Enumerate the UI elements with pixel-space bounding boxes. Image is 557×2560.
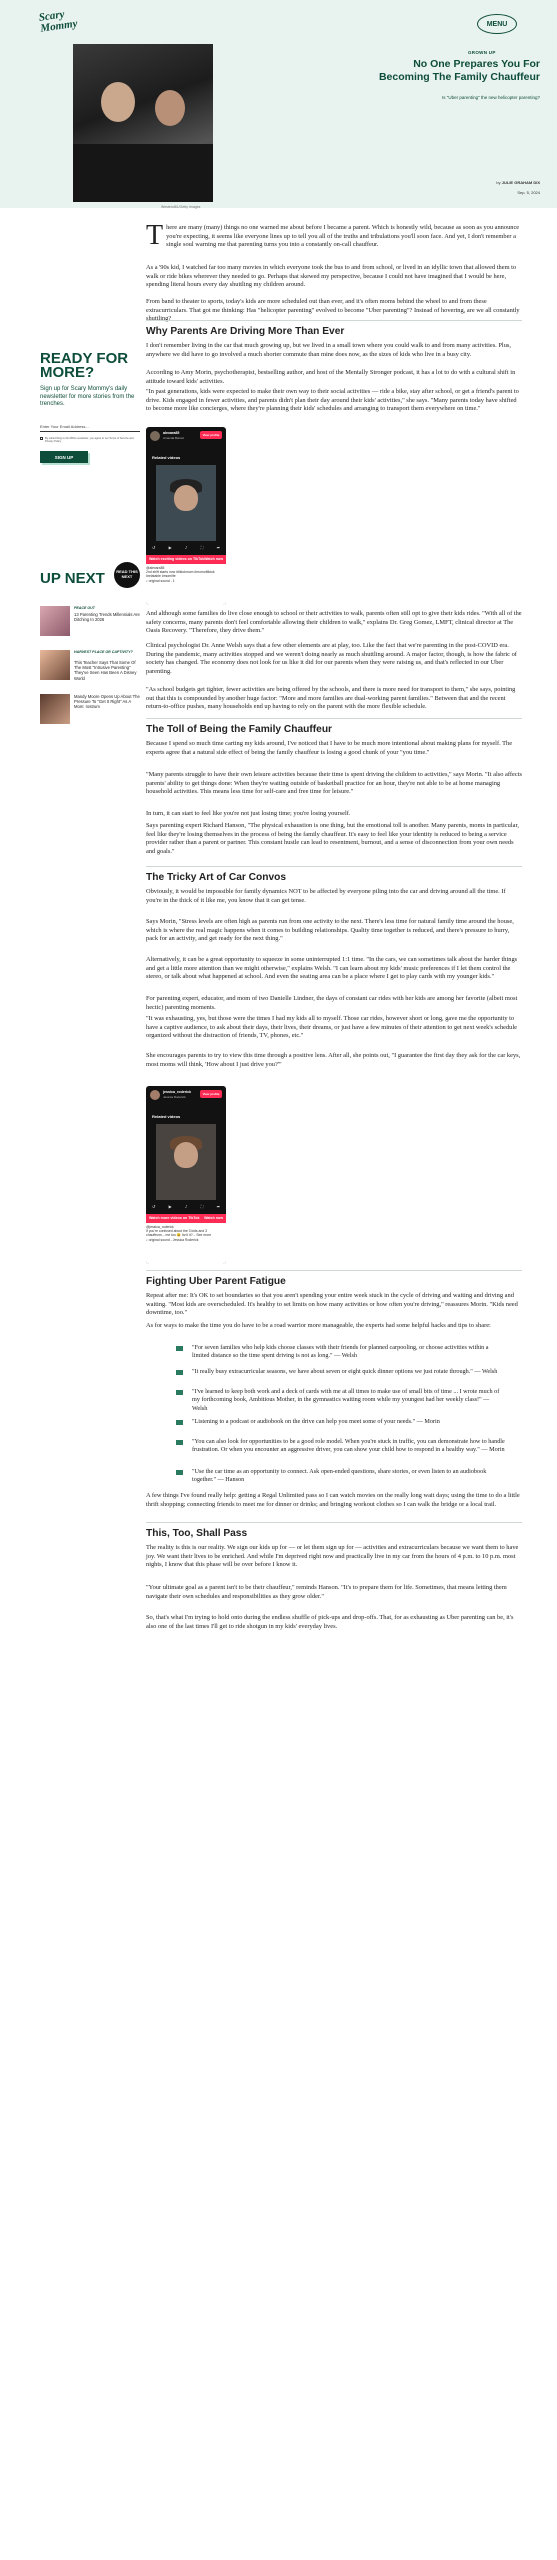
list-item: "Listening to a podcast or audiobook on the drive can help you meet some of your needs." — Morin: [176, 1418, 506, 1426]
section-heading: Fighting Uber Parent Fatigue: [146, 1276, 286, 1287]
caption-sound[interactable]: ♪ original sound - 1: [146, 578, 175, 583]
article-paragraph: Repeat after me: It's OK to set boundaries so that you aren't spending your entire week stuck in the cycle of driving and waiting and driving and waiting. "Most kids are overscheduled. It's healthy to set limits on how many activities or how often you're driving," reassures Morin. "Kids need downtime, too.": [146, 1292, 518, 1317]
caption-user[interactable]: @jessica_roderick: [146, 1225, 174, 1229]
video-player[interactable]: [156, 465, 216, 541]
list-item: "Use the car time as an opportunity to connect. Ask open-ended questions, share stories, or even listen to an audiobook together." — Hanson: [176, 1468, 506, 1485]
player-controls[interactable]: [152, 545, 220, 550]
list-item: "I've learned to keep both work and a deck of cards with me at all times to make use of small bits of time ... I wrote much of my forthcoming book, Ambitious Mother, in the gymnastics waiting room while my youngest had her weekly class!" — Welsh: [176, 1388, 506, 1413]
divider: [146, 718, 522, 719]
article-paragraph: Obviously, it would be impossible for family dynamics NOT to be affected by everyone piling into the car and driving around all the time. If you're in the thick of it like me, you know that it can get tense.: [146, 888, 506, 904]
embed-display-name: Amanda Barrett: [163, 436, 185, 440]
embed-caption: [146, 1223, 226, 1264]
caption-sound[interactable]: ♪ original sound - Jessica Roderick: [146, 1237, 199, 1242]
share-icon[interactable]: ➦: [216, 1204, 220, 1209]
avatar[interactable]: [150, 1090, 160, 1100]
related-videos-label: Related videos: [152, 1114, 181, 1119]
byline: [420, 180, 540, 185]
list-item: "For seven families who help kids choose classes with their friends for planned carpooling, or choose activities within a limited distance so the time spent driving is not as long." — Welsh: [176, 1344, 506, 1361]
terms-checkbox[interactable]: [40, 437, 43, 440]
section-heading: This, Too, Shall Pass: [146, 1528, 248, 1539]
author-link[interactable]: JULIE GRAHAM DIX: [501, 180, 540, 185]
article-hero: [0, 0, 557, 208]
share-icon[interactable]: ➦: [216, 545, 220, 550]
article-paragraph: Clinical psychologist Dr. Anne Welsh says that a few other elements are at play, too. Like the fact that we're parenting in the post-COVID era. During the pandemic, many activities stopped and we weren't doing nearly as much shuttling around. A major factor, though, is how the fabric of society has changed. The economy does not look for us like it did for our parents when they were raising us, and that's reflected in our Uber parenting.: [146, 642, 517, 675]
embed-header: [146, 1086, 226, 1106]
video-player[interactable]: [156, 1124, 216, 1200]
site-logo[interactable]: Scary Mommy: [38, 8, 79, 35]
article-paragraph: "Your ultimate goal as a parent isn't to be their chauffeur," reminds Hanson. "It's to prepare them for life. Sometimes, that means letting them navigate their own schedules and responsibilities as they grow older.": [146, 1584, 507, 1600]
embed-display-name: Jessica Roderick: [163, 1095, 186, 1099]
menu-button[interactable]: MENU: [477, 14, 517, 34]
cta-text: Watch exciting videos on TikTok: [149, 557, 205, 561]
up-next-thumb: [40, 650, 70, 680]
caption-user[interactable]: @alexara85: [146, 566, 165, 570]
embed-caption: [146, 564, 226, 605]
article-paragraph: "In past generations, kids were expected to make their own way to their social activities — ride a bike, stay after school, or get a friend's parent to drive. Kids engaged in fewer activities, and parents didn't plan their day around their kids' activities," she says. "Many parents today have shifted to become more like concierges, where they're planning their kids' schedules and arranging to transport them everywhere on time.": [146, 388, 519, 413]
up-next-badge: READ THIS NEXT: [114, 562, 140, 588]
view-profile-button[interactable]: View profile: [200, 431, 222, 439]
article-paragraph: Because I spend so much time carting my kids around, I've noticed that I have to be much more intentional about making plans for myself. The experts agree that a natural side effect of being the family chauffeur is losing a good chunk of your "you time.": [146, 740, 513, 756]
article-paragraph: "It was exhausting, yes, but those were the times I had my kids all to myself. Those car rides, however short or long, gave me the opportunity to have a captive audience, to ask about their days, their lives, their dreams, or just have a few minutes of their attention to get next week's schedule organized without the distraction of friends, TV, phones, etc.": [146, 1015, 517, 1040]
newsletter-promo: [40, 352, 140, 464]
drop-cap: T: [146, 220, 164, 251]
fullscreen-icon[interactable]: ⛶: [200, 545, 204, 550]
embed-header: [146, 427, 226, 447]
up-next-module: [40, 569, 140, 710]
volume-icon[interactable]: ♪: [184, 545, 188, 550]
related-videos-label: Related videos: [152, 455, 181, 460]
article-paragraph: So, that's what I'm trying to hold onto during the endless shuffle of pick-ups and drop-offs. That, for as exhausting as Uber parenting can be, it's also one of the last times I'll get to ride shotgun in my kids' everyday lives.: [146, 1614, 514, 1630]
divider: [146, 320, 522, 321]
promo-subtitle: Sign up for Scary Mommy's daily newsletter for more stories from the trenches.: [40, 386, 135, 407]
tiktok-embed[interactable]: [146, 1086, 226, 1264]
article-paragraph: According to Amy Morin, psychotherapist, bestselling author, and host of the Mentally Stronger podcast, it has a lot to do with a cultural shift in attitude toward kids' activities.: [146, 369, 516, 385]
article-paragraph: As for ways to make the time you do have to be a road warrior more manageable, the experts had some helpful hacks and tips to share:: [146, 1322, 491, 1329]
section-heading: Why Parents Are Driving More Than Ever: [146, 326, 345, 337]
caption-text: If you're confused about the 3 kids and 3 chauffeurs... me too 😩 Isn't it?... See more: [146, 1229, 212, 1238]
article-paragraph: She encourages parents to try to view this time through a positive lens. After all, she points out, "I guarantee the first day they ask for the car keys, most moms will think, 'How about I just drive you?'": [146, 1052, 521, 1068]
publish-date: Sep. 5, 2024: [517, 190, 540, 195]
up-next-headline[interactable]: Mandy Moore Opens Up About The Pressure To "Get It Right" As A Mom: rostrum: [74, 694, 140, 710]
page-title: No One Prepares You For Becoming The Family Chauffeur: [378, 58, 540, 83]
section-heading: The Tricky Art of Car Convos: [146, 872, 287, 883]
article-paragraph: [146, 220, 522, 251]
hero-image-person: [101, 82, 135, 122]
avatar[interactable]: [150, 431, 160, 441]
video-subject-face: [174, 485, 198, 511]
email-field[interactable]: [40, 423, 140, 432]
embed-username[interactable]: jessica_roderick: [163, 1090, 192, 1094]
up-next-item[interactable]: [40, 694, 140, 734]
article-paragraph: I don't remember living in the car that much growing up, but we lived in a small town where you could walk to and from many activities. Plus, anywhere we did have to go involved a much shorter commute than mine does now, as the sizes of kids who live in a busy city.: [146, 342, 511, 358]
up-next-thumb: [40, 694, 70, 724]
article-paragraph: Says parenting expert Richard Hanson, "The physical exhaustion is one thing, but the emotional toll is another. Many parents, moms in particular, feel like they're losing themselves in the process of being the family chauffeur. It's easy to feel like your identity is reduced to being a service provider rather than a parent or partner. This constant hustle can lead to resentment, burnout, and a sense of disconnection from your own needs and goals.": [146, 822, 519, 855]
section-tag[interactable]: GROWN UP: [468, 50, 496, 55]
article-paragraph: The reality is this is our reality. We sign our kids up for — or let them sign up for — activities and extracurriculars because we want them to have joy. We want their lives to be enriched. And while I'm deprived right now and practically live in my car from the hours of 4 p.m. to 10 p.m. most nights, I know that this phase will be over before I know it.: [146, 1544, 519, 1569]
watch-now-button[interactable]: Watch now: [204, 557, 223, 561]
watch-now-button[interactable]: Watch now: [204, 1216, 223, 1220]
replay-icon[interactable]: ↺: [152, 1204, 156, 1209]
list-item: "You can also look for opportunities to be a good role model. When you're stuck in traffic, you can demonstrate how to handle frustration. Or when you encounter an aggressive driver, you can show your child how to respond in a healthy way." — Morin: [176, 1438, 506, 1455]
article-paragraph: In turn, it can start to feel like you're not just losing time; you're losing yourself.: [146, 810, 351, 817]
up-next-item[interactable]: [40, 606, 140, 646]
terms-text: By subscribing to this BDG newsletter, you agree to our Terms of Service and Privacy Policy: [45, 437, 134, 443]
play-icon[interactable]: ▶: [168, 1204, 172, 1209]
article-paragraph: "Many parents struggle to have their own leisure activities because their time is spent driving the children to activities," says Morin. "It also affects parents' ability to get things done: When they're waiting outside of basketball practice for an hour, they're not able to be at home managing household activities. This means less time for self-care and free time for leisure.": [146, 771, 522, 796]
article-paragraph: Alternatively, it can be a great opportunity to squeeze in some uninterrupted 1:1 time. "In the cars, we can sometimes talk about the harder things and get a little more attention than we might otherwise," explains Welsh. "I can learn about my kids' music preferences if I let them control the stereo, or talk about what happened at school. And even the seating area can be a place where I get to play cards with my younger kids.": [146, 956, 518, 981]
up-next-headline[interactable]: This Teacher Says That Some Of The Most "Intrusive Parenting" They've Seen Has Been A Disney World: [74, 660, 137, 681]
tiktok-embed[interactable]: [146, 427, 226, 605]
article-paragraph: And although some families do live close enough to school or their activities to walk, parents often still opt to give their kids rides. "With all of the safety concerns, many parents don't feel comfortable allowing their children to walk," explains Dr. Greg Gomez, LMFT, clinical director at The Oasis Recovery. "Therefore, they drive them.": [146, 610, 522, 635]
video-subject-face: [174, 1142, 198, 1168]
article-dek: Is "Uber parenting" the new helicopter parenting?: [441, 95, 540, 100]
tiktok-cta-bar[interactable]: [146, 555, 226, 564]
caption-text: 2nd shift starts now #tiktokmom #momoftiktok #relatable #momlife: [146, 570, 215, 579]
article-paragraph: From band to theater to sports, today's kids are more scheduled out than ever, and it's often moms behind the wheel to and from these extracurriculars. That got me thinking: Has "helicopter parenting" evolved to become "Uber parenting"? Instead of hovering, are we all constantly shuttling?: [146, 298, 520, 323]
article-paragraph: Says Morin, "Stress levels are often high as parents run from one activity to the next. There's less time for natural family time around the house, which is where the real magic happens when it comes to building relationships. Quality time together is reduced, and there's pressure to hurry, pack for an activity, and get ready for the next thing.": [146, 918, 514, 943]
image-credit: Westend61/Getty Images: [161, 205, 201, 209]
embed-username[interactable]: alexara85: [163, 431, 180, 435]
terms-consent: [40, 437, 140, 443]
hero-image-person: [155, 90, 185, 126]
section-heading: The Toll of Being the Family Chauffeur: [146, 724, 333, 735]
divider: [146, 866, 522, 867]
view-profile-button[interactable]: View profile: [200, 1090, 222, 1098]
play-icon[interactable]: ▶: [168, 545, 172, 550]
fullscreen-icon[interactable]: ⛶: [200, 1204, 204, 1209]
hero-image-seat: [73, 144, 213, 202]
replay-icon[interactable]: ↺: [152, 545, 156, 550]
signup-button[interactable]: SIGN UP: [40, 451, 88, 463]
article-paragraph: For parenting expert, educator, and mom of two Danielle Lindner, the days of constant car rides with her kids are among her favorite (albeit most hectic) parenting moments.: [146, 995, 518, 1011]
up-next-item[interactable]: [40, 650, 140, 690]
player-controls[interactable]: [152, 1204, 220, 1209]
sound-name: original sound - Jessica Roderick: [148, 1237, 199, 1242]
cta-text: Watch more videos on TikTok: [149, 1216, 200, 1220]
up-next-thumb: [40, 606, 70, 636]
up-next-title: UP NEXT: [40, 570, 105, 587]
byline-prefix: by: [496, 180, 501, 185]
list-item: "It really busy extracurricular seasons, we have about seven or eight quick dinner options we just rotate through." — Welsh: [176, 1368, 506, 1376]
volume-icon[interactable]: ♪: [184, 1204, 188, 1209]
up-next-category: PEACE OUT: [74, 606, 95, 610]
up-next-category: HARVEST PLACE OR CAPTIVITY?: [74, 650, 133, 654]
intro-text: here are many (many) things no one warned me about before I became a parent. Which is honestly wild, because as soon as you announce you're expecting, it seems like everyone lines up to tell you all of the truths and tribulations you'll soon face. And yet, I don't remember a single soul warning me that parenting turns you into a constantly on-call chauffeur.: [166, 224, 520, 249]
divider: [146, 1270, 522, 1271]
sound-name: original sound - 1: [148, 578, 175, 583]
hero-image: [73, 44, 213, 202]
divider: [146, 1522, 522, 1523]
article-paragraph: A few things I've found really help: getting a Regal Unlimited pass so I can watch movies on the really long wait days; using the time to do a little thrift shopping; connecting friends to meet me for dinner or drinks; and bringing workout clothes so I can walk the bridge or a local trail.: [146, 1492, 520, 1508]
tiktok-cta-bar[interactable]: [146, 1214, 226, 1223]
up-next-headline[interactable]: 13 Parenting Trends Millennials Are Ditching In 2026: [74, 612, 140, 623]
promo-title: READY FOR MORE?: [40, 350, 129, 381]
article-paragraph: As a '90s kid, I watched far too many movies in which everyone took the bus to and from school, or lived in an idyllic town that allowed them to walk or ride bikes wherever they needed to go. Perhaps that skewed my perspective, because I could not have imagined that I would be here, spending literal hours every day shuttling my children around.: [146, 264, 517, 289]
article-paragraph: "As school budgets get tighter, fewer activities are being offered by the schools, and there is more need for transport to them," she says, pointing out that this is compounded by another huge factor: "More and more families are dual-working parent families." Between that and the recent return-to-office pushes, many households end up having to rely on the parent with the more flexible schedule.: [146, 686, 516, 711]
